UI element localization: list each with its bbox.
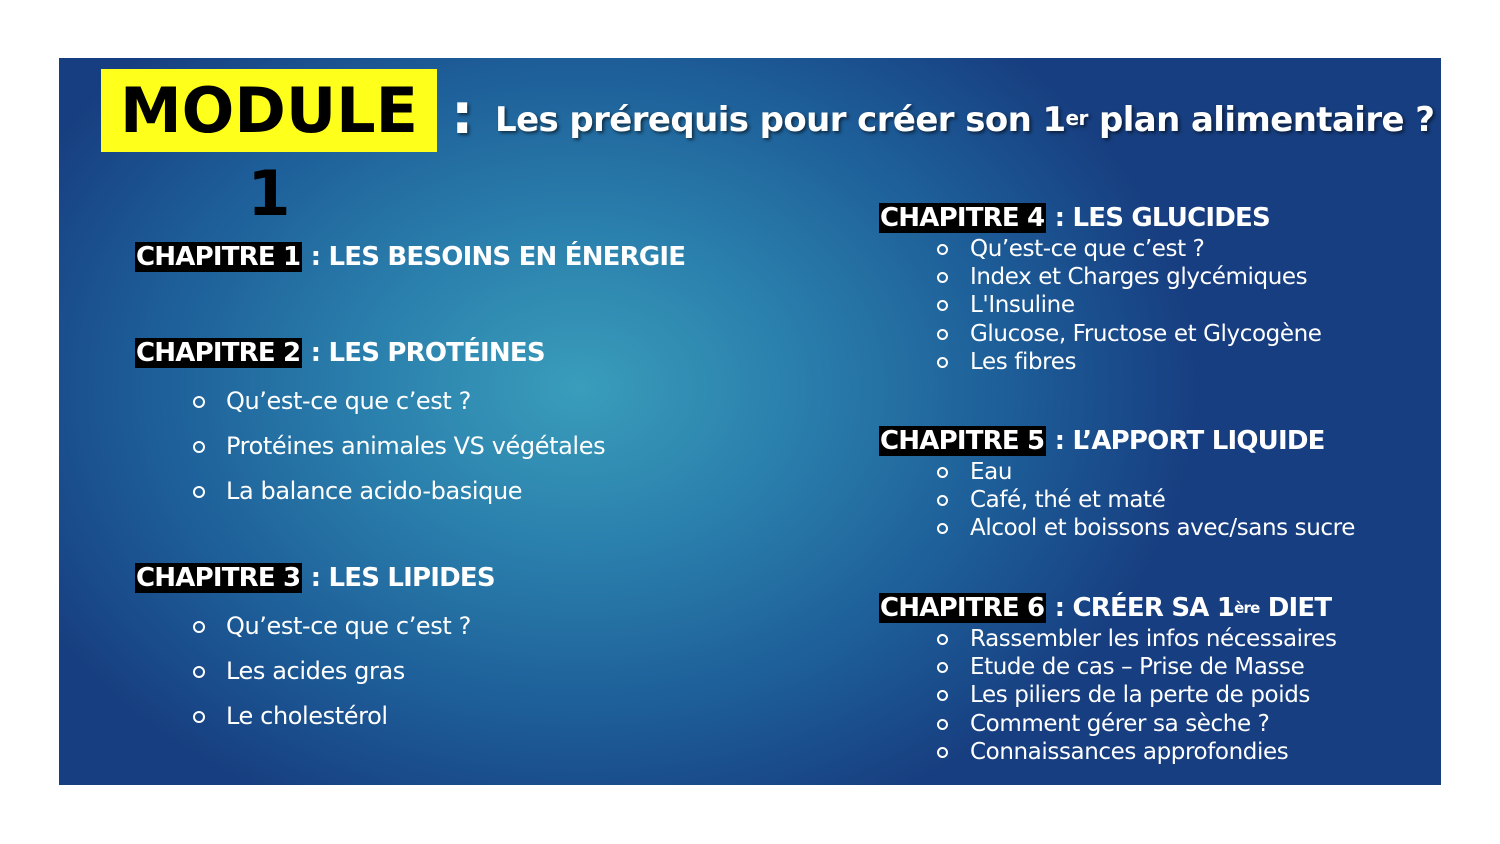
bullet-circle-icon xyxy=(193,486,205,498)
bullet-circle-icon xyxy=(937,300,948,311)
bullet-circle-icon xyxy=(937,357,948,368)
chapter-separator: : xyxy=(302,563,329,593)
chapter-label: CHAPITRE 3 xyxy=(136,563,301,593)
chapter-separator: : xyxy=(1046,426,1073,456)
list-item xyxy=(135,431,605,476)
chapter-6-list xyxy=(879,625,1337,766)
chapter-separator: : xyxy=(302,338,329,368)
bullet-circle-icon xyxy=(193,621,205,633)
list-item xyxy=(135,611,471,656)
bullet-circle-icon xyxy=(937,690,948,701)
module-label: MODULE 1 xyxy=(119,74,419,230)
subtitle-text: Les prérequis pour créer son 1 xyxy=(495,100,1066,140)
list-item xyxy=(879,348,1322,376)
chapter-4-list xyxy=(879,235,1322,376)
list-item xyxy=(135,386,605,431)
list-item-text: Les piliers de la perte de poids xyxy=(970,682,1310,709)
list-item-text: Protéines animales VS végétales xyxy=(226,432,606,460)
list-item-text: Etude de cas – Prise de Masse xyxy=(970,654,1305,681)
chapter-separator: : xyxy=(1046,203,1073,233)
bullet-circle-icon xyxy=(193,396,205,408)
list-item-text: Index et Charges glycémiques xyxy=(970,264,1308,291)
list-item-text: Les acides gras xyxy=(226,657,405,685)
bullet-circle-icon xyxy=(193,711,205,723)
list-item xyxy=(879,710,1337,738)
chapter-1-heading xyxy=(135,242,685,272)
list-item xyxy=(879,514,1355,542)
list-item xyxy=(135,701,471,746)
chapter-label: CHAPITRE 2 xyxy=(136,338,301,368)
bullet-circle-icon xyxy=(937,329,948,340)
chapter-title-text: CRÉER SA 1 xyxy=(1072,593,1235,623)
list-item-text: Alcool et boissons avec/sans sucre xyxy=(970,515,1355,542)
list-item xyxy=(879,263,1322,291)
bullet-circle-icon xyxy=(937,747,948,758)
list-item xyxy=(879,738,1337,766)
list-item-text: Eau xyxy=(970,459,1013,485)
list-item-text: Glucose, Fructose et Glycogène xyxy=(970,320,1322,347)
subtitle-text-end: plan alimentaire ? xyxy=(1087,100,1435,140)
chapter-5-heading xyxy=(879,426,1325,456)
bullet-circle-icon xyxy=(193,441,205,453)
list-item xyxy=(879,458,1355,486)
subtitle-superscript: er xyxy=(1065,106,1088,130)
chapter-label: CHAPITRE 6 xyxy=(880,593,1045,623)
bullet-circle-icon xyxy=(937,634,948,645)
module-subtitle xyxy=(495,100,1434,140)
title-colon: : xyxy=(451,82,474,147)
chapter-title xyxy=(1072,593,1331,623)
list-item xyxy=(879,625,1337,653)
bullet-circle-icon xyxy=(937,272,948,283)
chapter-label: CHAPITRE 4 xyxy=(880,203,1045,233)
bullet-circle-icon xyxy=(193,666,205,678)
list-item-text: Comment gérer sa sèche ? xyxy=(970,710,1270,737)
chapter-6-heading xyxy=(879,593,1331,623)
chapter-title: LES LIPIDES xyxy=(328,563,495,593)
chapter-2-list xyxy=(135,386,605,521)
chapter-title: LES GLUCIDES xyxy=(1072,203,1270,233)
chapter-title: LES BESOINS EN ÉNERGIE xyxy=(328,242,686,272)
list-item-text: Le cholestérol xyxy=(226,702,388,730)
chapter-separator: : xyxy=(302,242,329,272)
list-item-text: Qu’est-ce que c’est ? xyxy=(226,612,471,640)
list-item xyxy=(135,476,605,521)
chapter-2-heading xyxy=(135,338,545,368)
list-item xyxy=(879,320,1322,348)
chapter-3-list xyxy=(135,611,471,746)
list-item-text: Qu’est-ce que c’est ? xyxy=(226,387,471,415)
chapter-5-list xyxy=(879,458,1355,543)
chapter-title: LES PROTÉINES xyxy=(328,338,545,368)
list-item xyxy=(879,235,1322,263)
chapter-title: L’APPORT LIQUIDE xyxy=(1072,426,1325,456)
bullet-circle-icon xyxy=(937,523,948,534)
bullet-circle-icon xyxy=(937,244,948,255)
bullet-circle-icon xyxy=(937,467,948,478)
list-item-text: Café, thé et maté xyxy=(970,487,1166,514)
chapter-label: CHAPITRE 1 xyxy=(136,242,301,272)
bullet-circle-icon xyxy=(937,719,948,730)
list-item xyxy=(879,653,1337,681)
chapter-3-heading xyxy=(135,563,495,593)
list-item xyxy=(879,291,1322,319)
chapter-label: CHAPITRE 5 xyxy=(880,426,1045,456)
list-item-text: L'Insuline xyxy=(970,292,1075,319)
bullet-circle-icon xyxy=(937,495,948,506)
list-item xyxy=(879,486,1355,514)
chapter-4-heading xyxy=(879,203,1270,233)
list-item xyxy=(135,656,471,701)
slide xyxy=(59,58,1441,785)
list-item-text: Connaissances approfondies xyxy=(970,738,1289,765)
list-item-text: Les fibres xyxy=(970,348,1077,375)
list-item-text: Qu’est-ce que c’est ? xyxy=(970,236,1205,262)
list-item-text: Rassembler les infos nécessaires xyxy=(970,626,1337,652)
list-item xyxy=(879,681,1337,709)
chapter-separator: : xyxy=(1046,593,1073,623)
module-badge xyxy=(101,69,437,230)
bullet-circle-icon xyxy=(937,662,948,673)
chapter-title-text-end: DIET xyxy=(1259,593,1332,623)
list-item-text: La balance acido-basique xyxy=(226,477,523,505)
chapter-title-superscript: ère xyxy=(1234,599,1260,617)
